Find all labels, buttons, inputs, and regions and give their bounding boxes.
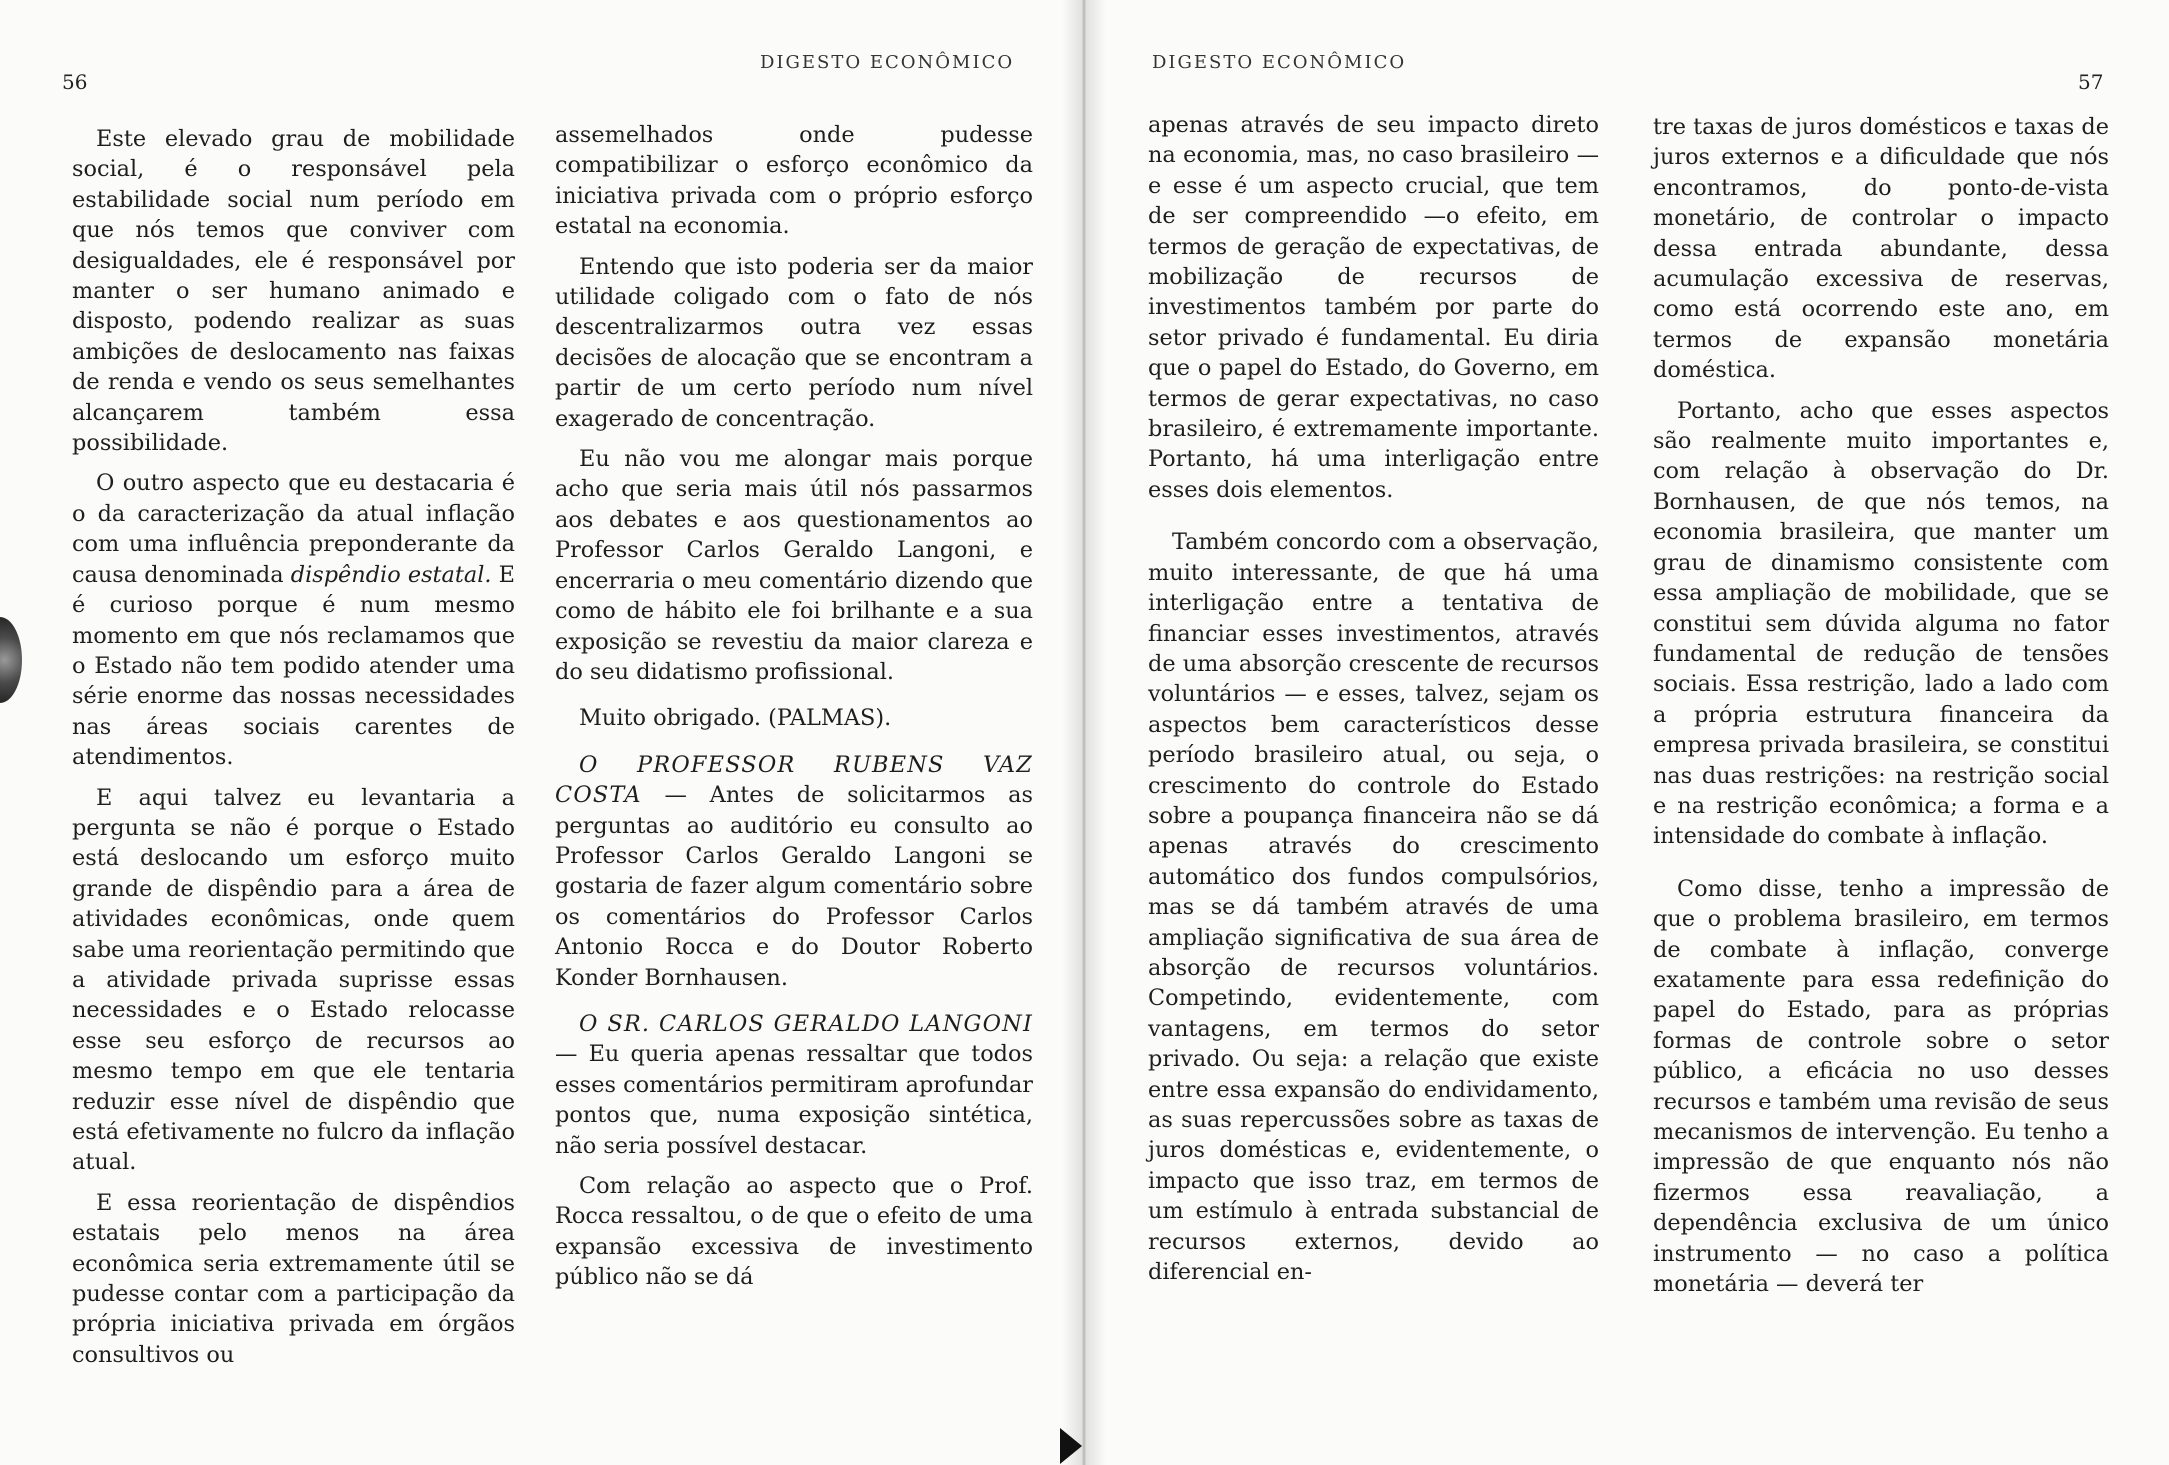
paragraph: E essa reorientação de dispêndios estatais pelo menos na área econômica seria extremamente útil se pudesse contar com a participação da própria iniciativa privada em órgãos consultivos ou — [72, 1189, 515, 1368]
text: O outro aspecto que eu destacaria é o da caracterização da atual inflação com uma influência preponderante da causa denominada — [72, 470, 515, 588]
page-number: 56 — [62, 70, 88, 94]
left-page-column-1 — [72, 124, 515, 1380]
italic-term: dispêndio estatal. — [290, 561, 492, 588]
paragraph: Entendo que isto poderia ser da maior utilidade coligado com o fato de nós descentralizarmos outra vez essas decisões de alocação que se encontram a partir de um certo período num nível exagerado de concentração. — [555, 253, 1033, 432]
speaker-name: O PROFESSOR RUBENS VAZ COSTA — [555, 751, 1033, 809]
paragraph: Portanto, acho que esses aspectos são realmente muito importantes e, com relação à observação do Dr. Bornhausen, de que nós temos, na economia brasileira, que manter um grau de dinamismo consistente com essa ampliação de mobilidade, que se constitui sem dúvida alguma no fator fundamental de redução de tensões sociais. Essa restrição, lado a lado com a própria estrutura financeira da empresa privada brasileira, se constitui nas duas restrições: na restrição social e na restrição econômica; a forma e a intensidade do combate à inflação. — [1653, 397, 2109, 850]
left-page — [0, 0, 1083, 1465]
paragraph — [72, 468, 515, 772]
right-page-column-2 — [1653, 112, 2109, 1309]
left-page-column-2 — [555, 120, 1033, 1303]
right-page-column-1 — [1148, 110, 1599, 1297]
paragraph: assemelhados onde pudesse compatibilizar o esforço econômico da iniciativa privada com o próprio esforço estatal na economia. — [555, 122, 1033, 240]
paragraph: Este elevado grau de mobilidade social, é o responsável pela estabilidade social num período em que nós temos que conviver com desigualdades, ele é responsável por manter o ser humano animado e disposto, podendo realizar as suas ambições de deslocamento nas faixas de renda e vendo os seus semelhantes alcançarem também essa possibilidade. — [72, 126, 515, 457]
running-head: DIGESTO ECONÔMICO — [1152, 52, 1407, 73]
paragraph: Muito obrigado. (PALMAS). — [579, 705, 892, 732]
text: — Eu queria apenas ressaltar que todos esses comentários permitiram aprofundar pontos que, numa exposição sintética, não seria possível destacar. — [555, 1041, 1033, 1159]
running-head: DIGESTO ECONÔMICO — [760, 52, 1015, 73]
paragraph: Também concordo com a observação, muito interessante, de que há uma interligação entre a tentativa de financiar esses investimentos, através de uma absorção crescente de recursos voluntários — e esses, talvez, sejam os aspectos bem característicos desse período brasileiro atual, ou seja, o crescimento do controle do Estado sobre a poupança financeira não se dá apenas através do crescimento automático dos fundos compulsórios, mas se dá também através de uma ampliação significativa de sua área de absorção de recursos voluntários. Competindo, evidentemente, com vantagens, em termos do setor privado. Ou seja: a relação que existe entre essa expansão do endividamento, as suas repercussões sobre as taxas de juros domésticas e, evidentemente, o impacto que isso traz, em termos de um estímulo à entrada substancial de recursos externos, devido ao diferencial en- — [1148, 529, 1600, 1286]
text: — Antes de solicitarmos as perguntas ao auditório eu consulto ao Professor Carlos Geraldo Langoni se gostaria de fazer algum comentário sobre os comentários do Professor Carlos Antonio Rocca e do Doutor Roberto Konder Bornhausen. — [555, 782, 1033, 991]
binding-clip — [0, 617, 22, 703]
page-corner — [1060, 1428, 1082, 1464]
paragraph: Como disse, tenho a impressão de que o problema brasileiro, em termos de combate à inflação, converge exatamente para essa redefinição do papel do Estado, para as próprias formas de controle sobre o setor público, a eficácia no uso desses recursos e também uma revisão de seus mecanismos de intervenção. Eu tenho a impressão de que enquanto nós não fizermos essa reavaliação, a dependência exclusiva de um único instrumento — no caso a política monetária — deverá ter — [1653, 875, 2109, 1298]
paragraph: Eu não vou me alongar mais porque acho que seria mais útil nós passarmos aos debates e aos questionamentos ao Professor Carlos Geraldo Langoni, e encerraria o meu comentário dizendo que como de hábito ele foi brilhante e a sua exposição se revestiu da maior clareza e do seu didatismo profissional. — [555, 446, 1033, 685]
text: E é curioso porque é num mesmo momento em que nós reclamamos que o Estado não tem podido atender uma série enorme das nossas necessidades nas áreas sociais carentes de atendimentos. — [72, 561, 516, 771]
paragraph — [555, 750, 1033, 993]
page-number: 57 — [2078, 70, 2104, 94]
paragraph: apenas através de seu impacto direto na economia, mas, no caso brasileiro — e esse é um aspecto crucial, que tem de ser compreendido —o efeito, em termos de geração de expectativas, de mobilização de recursos de investimentos também por parte do setor privado é fundamental. Eu diria que o papel do Estado, do Governo, em termos de gerar expectativas, no caso brasileiro, é extremamente importante. Portanto, há uma interligação entre esses dois elementos. — [1148, 112, 1599, 503]
paragraph: E aqui talvez eu levantaria a pergunta se não é porque o Estado está deslocando um esforço muito grande de dispêndio para a área de atividades econômicas, onde quem sabe uma reorientação permitindo que a atividade privada suprisse essas necessidades e o Estado relocasse esse seu esforço de recursos ao mesmo tempo em que ele tentaria reduzir esse nível de dispêndio que está efetivamente no fulcro da inflação atual. — [72, 784, 515, 1176]
right-page — [1083, 0, 2169, 1465]
paragraph: Com relação ao aspecto que o Prof. Rocca ressaltou, o de que o efeito de uma expansão excessiva de investimento público não se dá — [555, 1173, 1033, 1291]
paragraph — [555, 1009, 1033, 1161]
speaker-name: O SR. CARLOS GERALDO LANGONI — [579, 1010, 1033, 1037]
book-gutter — [1062, 0, 1106, 1465]
paragraph: tre taxas de juros domésticos e taxas de juros externos e a dificuldade que nós encontramos, do ponto-de-vista monetário, de controlar o impacto dessa entrada abundante, dessa acumulação excessiva de reservas, como está ocorrendo este ano, em termos de expansão monetária doméstica. — [1653, 114, 2109, 384]
